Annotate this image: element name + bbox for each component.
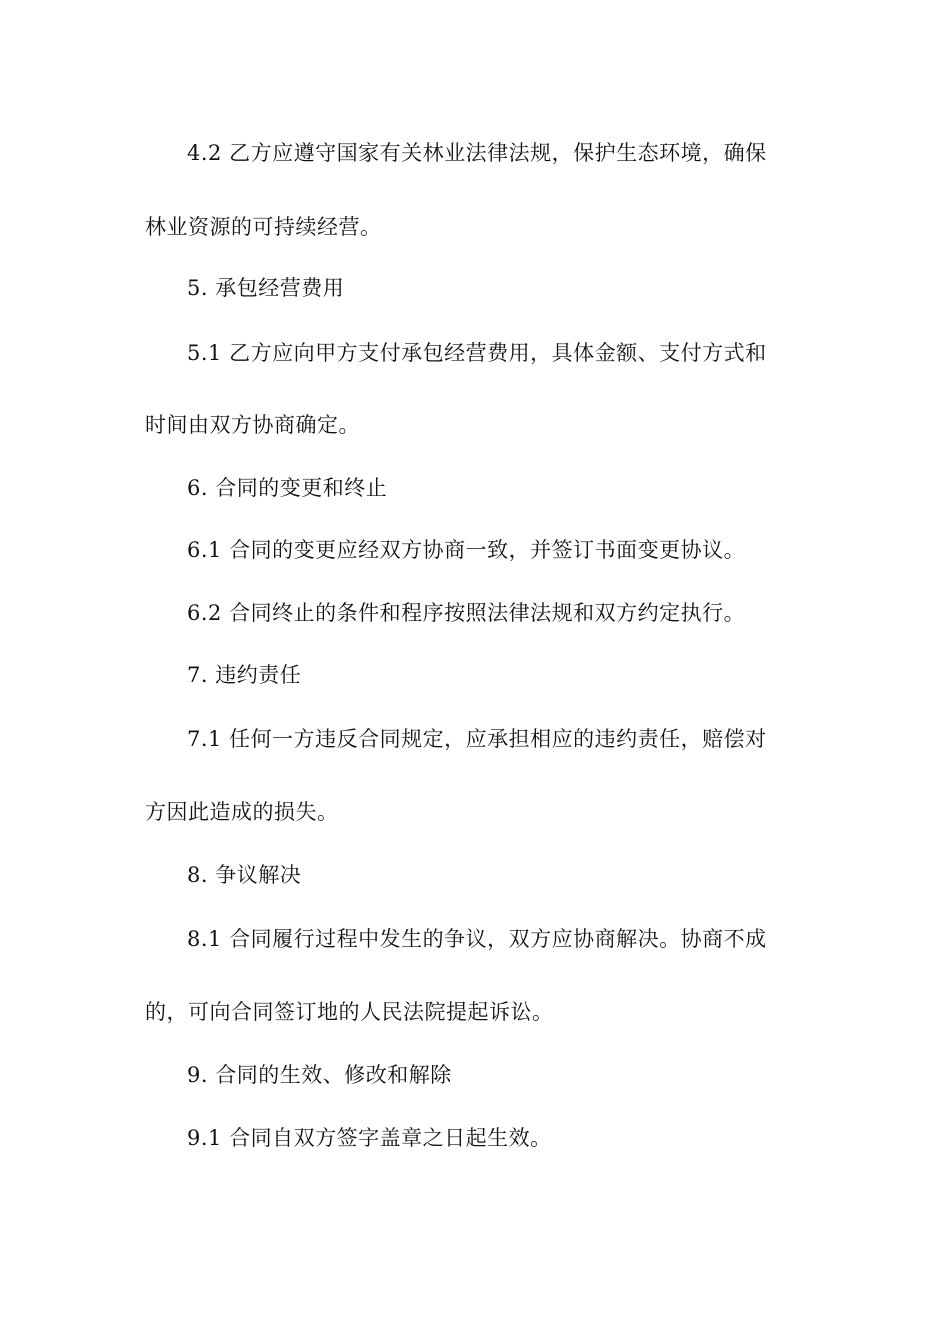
clause-5-1-line-2: 时间由双方协商确定。 xyxy=(145,413,360,437)
clause-8-1-line-1: 8.1 合同履行过程中发生的争议，双方应协商解决。协商不成 xyxy=(187,927,767,951)
clause-8-1-line-2: 的，可向合同签订地的人民法院提起诉讼。 xyxy=(145,1000,554,1024)
clause-4-2-line-2: 林业资源的可持续经营。 xyxy=(145,215,382,239)
clause-6-1: 6.1 合同的变更应经双方协商一致，并签订书面变更协议。 xyxy=(187,538,746,562)
clause-9-1: 9.1 合同自双方签字盖章之日起生效。 xyxy=(187,1126,552,1150)
clause-5-1-line-1: 5.1 乙方应向甲方支付承包经营费用，具体金额、支付方式和 xyxy=(187,341,767,365)
clause-4-2-line-1: 4.2 乙方应遵守国家有关林业法律法规，保护生态环境，确保 xyxy=(187,141,767,165)
section-9-heading: 9. 合同的生效、修改和解除 xyxy=(187,1063,452,1087)
section-5-heading: 5. 承包经营费用 xyxy=(187,276,345,300)
section-6-heading: 6. 合同的变更和终止 xyxy=(187,476,388,500)
clause-7-1-line-2: 方因此造成的损失。 xyxy=(145,800,339,824)
section-8-heading: 8. 争议解决 xyxy=(187,863,302,887)
section-7-heading: 7. 违约责任 xyxy=(187,663,302,687)
clause-7-1-line-1: 7.1 任何一方违反合同规定，应承担相应的违约责任，赔偿对 xyxy=(187,727,767,751)
clause-6-2: 6.2 合同终止的条件和程序按照法律法规和双方约定执行。 xyxy=(187,601,746,625)
